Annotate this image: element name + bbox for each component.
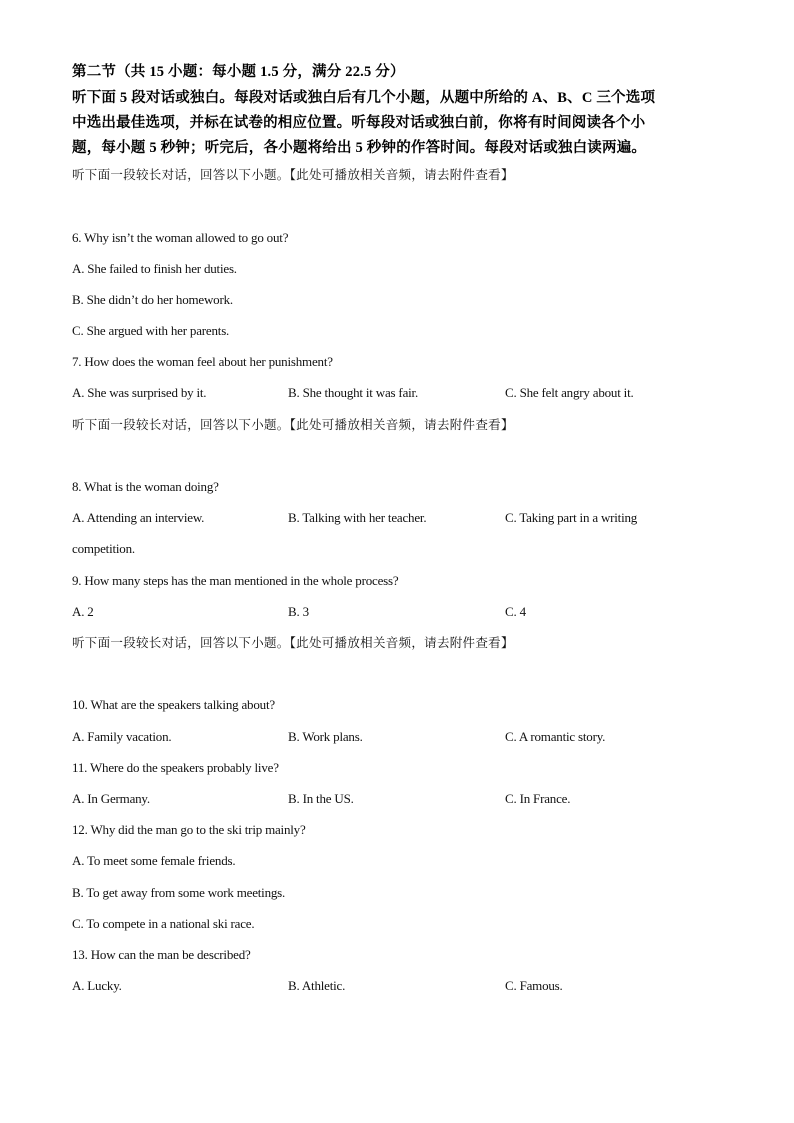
option: B. She didn’t do her homework. (72, 292, 233, 307)
option: C. 4 (505, 604, 526, 619)
option: A. Family vacation. (72, 729, 172, 744)
question-stem: 6. Why isn’t the woman allowed to go out? (72, 230, 289, 245)
option: B. To get away from some work meetings. (72, 885, 286, 900)
option: A. To meet some female friends. (72, 853, 236, 868)
question-stem: 10. What are the speakers talking about? (72, 697, 275, 712)
option: A. 2 (72, 604, 94, 619)
option: B. Work plans. (288, 729, 363, 744)
option: A. She was surprised by it. (72, 385, 207, 400)
option: C. In France. (505, 791, 571, 806)
option: B. In the US. (288, 791, 354, 806)
audio-note: 听下面一段较长对话，回答以下小题。【此处可播放相关音频，请去附件查看】 (72, 417, 514, 432)
option: A. In Germany. (72, 791, 150, 806)
instruction-line-1: 听下面 5 段对话或独白。每段对话或独白后有几个小题，从题中所给的 A、B、C 三个选项 (72, 90, 656, 106)
question-stem: 9. How many steps has the man mentioned in the whole process? (72, 573, 399, 588)
option: C. Famous. (505, 978, 563, 993)
instruction-line-2: 中选出最佳选项，并标在试卷的相应位置。听每段对话或独白前，你将有时间阅读各个小 (72, 115, 646, 131)
audio-note: 听下面一段较长对话，回答以下小题。【此处可播放相关音频，请去附件查看】 (72, 167, 514, 182)
option-continuation: competition. (72, 541, 135, 556)
option: A. Attending an interview. (72, 510, 205, 525)
question-stem: 12. Why did the man go to the ski trip mainly? (72, 822, 306, 837)
question-stem: 7. How does the woman feel about her punishment? (72, 354, 333, 369)
option: B. Talking with her teacher. (288, 510, 427, 525)
option: B. She thought it was fair. (288, 385, 419, 400)
option: B. Athletic. (288, 978, 346, 993)
question-stem: 8. What is the woman doing? (72, 479, 219, 494)
question-stem: 11. Where do the speakers probably live? (72, 760, 279, 775)
question-stem: 13. How can the man be described? (72, 947, 251, 962)
audio-note: 听下面一段较长对话，回答以下小题。【此处可播放相关音频，请去附件查看】 (72, 635, 514, 650)
option: C. She argued with her parents. (72, 323, 230, 338)
option: C. Taking part in a writing (505, 510, 638, 525)
option: B. 3 (288, 604, 309, 619)
option: A. Lucky. (72, 978, 122, 993)
section-title: 第二节（共 15 小题：每小题 1.5 分，满分 22.5 分） (72, 64, 405, 80)
instruction-line-3: 题，每小题 5 秒钟；听完后，各小题将给出 5 秒钟的作答时间。每段对话或独白读两遍。 (72, 140, 647, 156)
option: A. She failed to finish her duties. (72, 261, 237, 276)
option: C. To compete in a national ski race. (72, 916, 255, 931)
option: C. A romantic story. (505, 729, 606, 744)
option: C. She felt angry about it. (505, 385, 634, 400)
